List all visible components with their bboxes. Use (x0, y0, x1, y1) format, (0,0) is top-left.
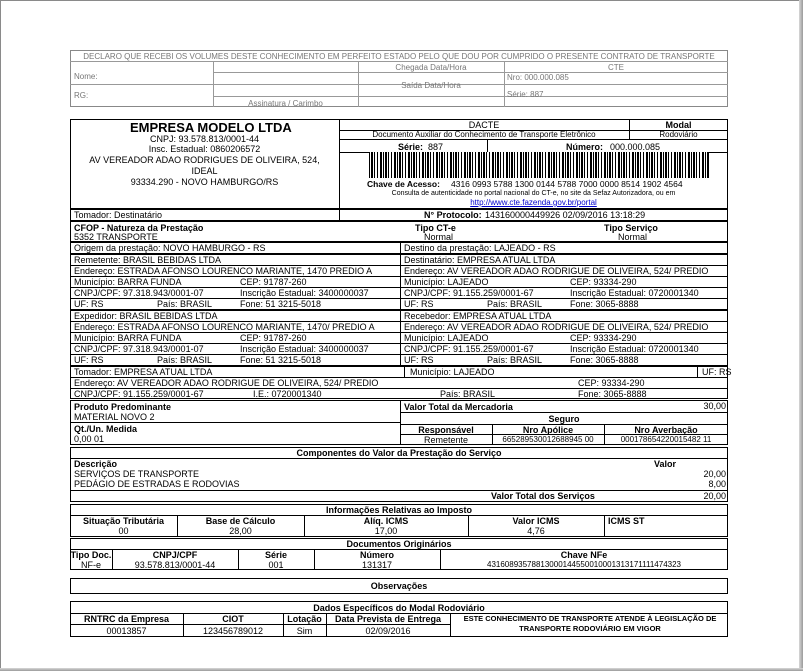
insurance-endorse-label: Nro Averbação (634, 425, 698, 435)
component-desc-0: SERVIÇOS DE TRANSPORTE (74, 469, 200, 479)
tipo-cte-label: Tipo CT-e (415, 223, 456, 233)
receipt-cte-number: Nro: 000.000.085 (507, 73, 569, 82)
tax-header-1: Base de Cálculo (205, 516, 276, 526)
docs-header-4: Chave NFe (560, 550, 608, 560)
modal-value-2: Sim (296, 626, 313, 636)
receipt-cte-series: Série: 887 (507, 90, 544, 99)
cfop-label: CFOP - Natureza da Prestação (74, 223, 204, 233)
destinatario-address: Endereço: AV VEREADOR ADAO RODRIGUE DE OLIVEIRA, 524/ PREDIO (404, 266, 709, 276)
services-total-value: 20,00 (703, 491, 726, 501)
insurance-policy-value: 665289530012688945 00 (502, 435, 594, 444)
docs-title: Documentos Originários (346, 539, 452, 549)
recebedor-country: País: BRASIL (487, 355, 543, 365)
series-value: 887 (428, 142, 444, 152)
total-goods-value: 30,00 (703, 401, 726, 411)
expedidor-cnpj: CNPJ/CPF: 97.318.943/0001-07 (74, 344, 204, 354)
destinatario-uf: UF: RS (404, 299, 434, 309)
receipt-declaration: DECLARO QUE RECEBI OS VOLUMES DESTE CONHECIMENTO EM PERFEITO ESTADO PELO QUE DOU POR CUMPRIDO O PRESENTE CONTRATO DE TRANSPORTE (83, 52, 715, 61)
remetente-cnpj: CNPJ/CPF: 97.318.943/0001-07 (74, 288, 204, 298)
tomador-cep: CEP: 93334-290 (578, 378, 645, 388)
expedidor-address: Endereço: ESTRADA AFONSO LOURENCO MARIANTE, 1470/ PREDIO A (74, 322, 375, 332)
tomador-phone: Fone: 3065-8888 (578, 389, 647, 399)
issuer-ie: Insc. Estadual: 0860206572 (148, 144, 261, 154)
window-shadow-right (799, 0, 803, 671)
observations-title: Observações (370, 581, 428, 591)
series-label: Série: (398, 142, 424, 152)
expedidor-city: Município: BARRA FUNDA (74, 333, 182, 343)
docs-value-3: 131317 (361, 560, 393, 570)
modal-header-1: CIOT (222, 614, 244, 624)
docs-header-0: Tipo Doc. (70, 550, 112, 560)
tomador-type: Tomador: Destinatário (74, 210, 163, 220)
tipo-cte-value: Normal (424, 232, 454, 242)
destinatario-cep: CEP: 93334-290 (570, 277, 637, 287)
remetente-uf: UF: RS (74, 299, 104, 309)
recebedor-uf: UF: RS (404, 355, 434, 365)
expedidor-phone: Fone: 51 3215-5018 (240, 355, 322, 365)
receipt-name-label: Nome: (74, 72, 98, 81)
insurance-resp-label: Responsável (418, 425, 474, 435)
tax-header-4: ICMS ST (608, 516, 645, 526)
issuer-cnpj: CNPJ: 93.578.813/0001-44 (149, 134, 260, 144)
modal-header-3: Data Prevista de Entrega (334, 614, 442, 624)
tomador-uf: UF: RS (702, 367, 732, 377)
issuer-city: 93334.290 - NOVO HAMBURGO/RS (130, 177, 279, 187)
tax-value-3: 4,76 (527, 526, 545, 536)
docs-header-2: Série (264, 550, 288, 560)
insurance-resp-value: Remetente (423, 435, 469, 445)
insurance-policy-label: Nro Apólice (522, 425, 574, 435)
receipt-departure-label: Saída Data/Hora (401, 81, 461, 90)
remetente-name: Remetente: BRASIL BEBIDAS LTDA (74, 255, 222, 265)
docs-value-4: 43160893578813000144550010001313171111474323 (487, 560, 681, 569)
recebedor-ie: Inscrição Estadual: 0720001340 (570, 344, 699, 354)
modal-value-1: 123456789012 (202, 626, 264, 636)
recebedor-cnpj: CNPJ/CPF: 91.155.259/0001-67 (404, 344, 534, 354)
components-desc-label: Descrição (74, 459, 118, 469)
number-value: 000.000.085 (610, 142, 661, 152)
tomador-city: Município: LAJEADO (410, 367, 495, 377)
receipt-cte-label: CTE (608, 63, 624, 72)
receipt-arrival-label: Chegada Data/Hora (395, 63, 467, 72)
insurance-endorse-value: 000178654220015482 11 (620, 435, 712, 444)
issuer-address: AV VEREADOR ADAO RODRIGUES DE OLIVEIRA, 524, (89, 155, 320, 165)
tax-value-0: 00 (118, 526, 129, 536)
component-value-0: 20,00 (703, 469, 726, 479)
tomador-cnpj: CNPJ/CPF: 91.155.259/0001-67 (74, 389, 204, 399)
remetente-phone: Fone: 51 3215-5018 (240, 299, 322, 309)
tomador-country: País: BRASIL (440, 389, 496, 399)
access-key-label: Chave de Acesso: (367, 179, 440, 189)
tomador-address: Endereço: AV VEREADOR ADAO RODRIGUE DE OLIVEIRA, 524/ PREDIO (74, 378, 379, 388)
tax-value-1: 28,00 (229, 526, 252, 536)
expedidor-name: Expedidor: BRASIL BEBIDAS LTDA (74, 311, 218, 321)
docs-value-0: NF-e (81, 560, 101, 570)
modal-header-2: Lotação (287, 614, 322, 624)
tax-header-2: Alíq. ICMS (363, 516, 409, 526)
protocol-label: N° Protocolo: (424, 210, 482, 220)
modal-label: Modal (665, 120, 692, 130)
recebedor-phone: Fone: 3065-8888 (570, 355, 639, 365)
tomador-ie: I.E.: 0720001340 (253, 389, 322, 399)
modal-header-0: RNTRC da Empresa (83, 614, 170, 624)
destinatario-phone: Fone: 3065-8888 (570, 299, 639, 309)
expedidor-country: País: BRASIL (157, 355, 213, 365)
total-goods-label: Valor Total da Mercadoria (404, 402, 513, 412)
consult-link[interactable]: http://www.cte.fazenda.gov.br/portal (470, 198, 597, 207)
number-label: Número: (566, 142, 604, 152)
remetente-country: País: BRASIL (157, 299, 213, 309)
modal-value: Rodoviário (659, 130, 698, 139)
issuer-address2: IDEAL (191, 166, 218, 176)
remetente-city: Município: BARRA FUNDA (74, 277, 182, 287)
issuer-name: EMPRESA MODELO LTDA (130, 120, 292, 135)
receipt-rg-label: RG: (74, 91, 89, 100)
remetente-ie: Inscrição Estadual: 3400000037 (240, 288, 369, 298)
docs-header-3: Número (359, 550, 394, 560)
protocol-value: 143160000449926 02/09/2016 13:18:29 (485, 210, 646, 220)
destination: Destino da prestação: LAJEADO - RS (404, 243, 556, 253)
docs-value-1: 93.578.813/0001-44 (134, 560, 216, 570)
services-total-label: Valor Total dos Serviços (491, 491, 595, 501)
tipo-servico-label: Tipo Serviço (604, 223, 658, 233)
tipo-servico-value: Normal (618, 232, 648, 242)
product-label: Produto Predominante (74, 402, 172, 412)
qty-label: Qt./Un. Medida (74, 424, 137, 434)
cfop-value: 5352 TRANSPORTE (74, 232, 158, 242)
tomador-name: Tomador: EMPRESA ATUAL LTDA (74, 367, 213, 377)
recebedor-name: Recebedor: EMPRESA ATUAL LTDA (404, 311, 552, 321)
qty-value: 0,00 01 (74, 434, 105, 444)
docs-header-1: CNPJ/CPF (152, 550, 198, 560)
recebedor-city: Município: LAJEADO (404, 333, 489, 343)
modal-legal-notice: ESTE CONHECIMENTO DE TRANSPORTE ATENDE À LEGISLAÇÃO DE TRANSPORTE RODOVIÁRIO EM VIGOR (463, 614, 717, 633)
dacte-title: DACTE (468, 120, 500, 130)
recebedor-address: Endereço: AV VEREADOR ADAO RODRIGUE DE OLIVEIRA, 524/ PREDIO (404, 322, 709, 332)
modal-value-0: 00013857 (106, 626, 147, 636)
tax-header-3: Valor ICMS (512, 516, 560, 526)
docs-value-2: 001 (268, 560, 284, 570)
components-title: Componentes do Valor da Prestação do Serviço (296, 448, 502, 458)
modal-value-3: 02/09/2016 (365, 626, 411, 636)
expedidor-cep: CEP: 91787-260 (240, 333, 307, 343)
expedidor-ie: Inscrição Estadual: 3400000037 (240, 344, 369, 354)
destinatario-cnpj: CNPJ/CPF: 91.155.259/0001-67 (404, 288, 534, 298)
dacte-subtitle: Documento Auxiliar do Conhecimento de Transporte Eletrônico (372, 130, 596, 139)
modal-title: Dados Específicos do Modal Rodoviário (313, 603, 485, 613)
tax-value-2: 17,00 (374, 526, 398, 536)
destinatario-city: Município: LAJEADO (404, 277, 489, 287)
remetente-address: Endereço: ESTRADA AFONSO LOURENCO MARIANTE, 1470 PREDIO A (74, 266, 373, 276)
component-value-1: 8,00 (708, 479, 726, 489)
tax-header-0: Situação Tributária (82, 516, 165, 526)
expedidor-uf: UF: RS (74, 355, 104, 365)
access-key-value: 4316 0993 5788 1300 0144 5788 7000 0000 8514 1902 4564 (451, 179, 683, 189)
receipt-signature-label: Assinatura / Carimbo (248, 99, 323, 108)
consult-text: Consulta de autenticidade no portal nacional do CT-e, no site da Sefaz Autorizadora, ou em (391, 190, 676, 197)
tax-title: Informações Relativas ao Imposto (325, 505, 473, 515)
component-desc-1: PEDÁGIO DE ESTRADAS E RODOVIAS (74, 479, 240, 489)
destinatario-name: Destinatário: EMPRESA ATUAL LTDA (404, 255, 556, 265)
recebedor-cep: CEP: 93334-290 (570, 333, 637, 343)
origin: Origem da prestação: NOVO HAMBURGO - RS (74, 243, 266, 253)
insurance-label: Seguro (548, 414, 580, 424)
remetente-cep: CEP: 91787-260 (240, 277, 307, 287)
destinatario-ie: Inscrição Estadual: 0720001340 (570, 288, 699, 298)
components-value-label: Valor (654, 459, 677, 469)
product-value: MATERIAL NOVO 2 (74, 412, 155, 422)
destinatario-country: País: BRASIL (487, 299, 543, 309)
access-key-barcode (369, 152, 709, 178)
